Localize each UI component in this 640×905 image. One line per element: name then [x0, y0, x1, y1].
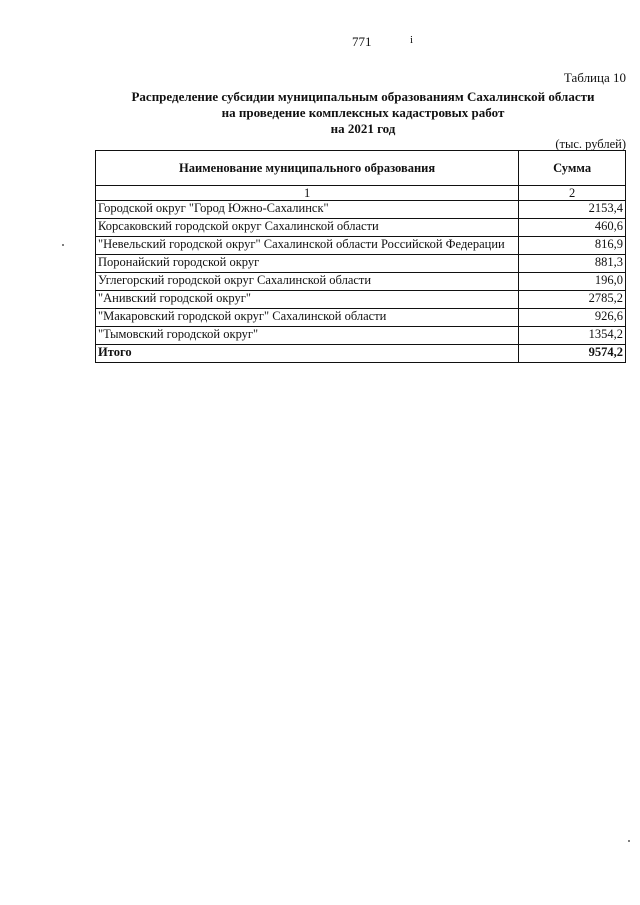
subsidy-table [95, 150, 626, 363]
row-sum: 2153,4 [519, 201, 626, 219]
scan-speck [628, 840, 630, 842]
row-sum: 460,6 [519, 219, 626, 237]
row-sum: 2785,2 [519, 291, 626, 309]
row-sum: 196,0 [519, 273, 626, 291]
column-number-row [96, 186, 626, 201]
scan-speck [62, 244, 64, 246]
title-line-2: на проведение комплексных кадастровых работ [221, 105, 505, 120]
header-sum: Сумма [519, 151, 626, 186]
row-name: Поронайский городской округ [96, 255, 519, 273]
total-sum: 9574,2 [519, 345, 626, 363]
row-sum: 816,9 [519, 237, 626, 255]
row-name: Углегорский городской округ Сахалинской области [96, 273, 519, 291]
row-name: "Макаровский городской округ" Сахалинской области [96, 309, 519, 327]
total-row [96, 345, 626, 363]
page-number: 771 [352, 34, 372, 49]
table-row [96, 201, 626, 219]
column-number-2: 2 [519, 186, 626, 201]
row-name: "Анивский городской округ" [96, 291, 519, 309]
title-line-3: на 2021 год [330, 121, 396, 136]
row-name: Городской округ "Город Южно-Сахалинск" [96, 201, 519, 219]
header-name: Наименование муниципального образования [96, 151, 519, 186]
row-sum: 881,3 [519, 255, 626, 273]
row-name: "Невельский городской округ" Сахалинской области Российской Федерации [96, 237, 519, 255]
table-row [96, 255, 626, 273]
table-row [96, 291, 626, 309]
column-number-1: 1 [96, 186, 519, 201]
row-sum: 1354,2 [519, 327, 626, 345]
page-mark: i [410, 34, 414, 46]
table-row [96, 309, 626, 327]
row-name: Корсаковский городской округ Сахалинской области [96, 219, 519, 237]
table-label: Таблица 10 [563, 70, 626, 85]
table-row [96, 327, 626, 345]
table-row [96, 237, 626, 255]
table-row [96, 219, 626, 237]
total-label: Итого [96, 345, 519, 363]
row-name: "Тымовский городской округ" [96, 327, 519, 345]
document-title [96, 89, 630, 137]
units-label: (тыс. рублей) [555, 137, 626, 151]
table-header-row [96, 151, 626, 186]
title-line-1: Распределение субсидии муниципальным образованиям Сахалинской области [131, 89, 595, 104]
table-row [96, 273, 626, 291]
row-sum: 926,6 [519, 309, 626, 327]
